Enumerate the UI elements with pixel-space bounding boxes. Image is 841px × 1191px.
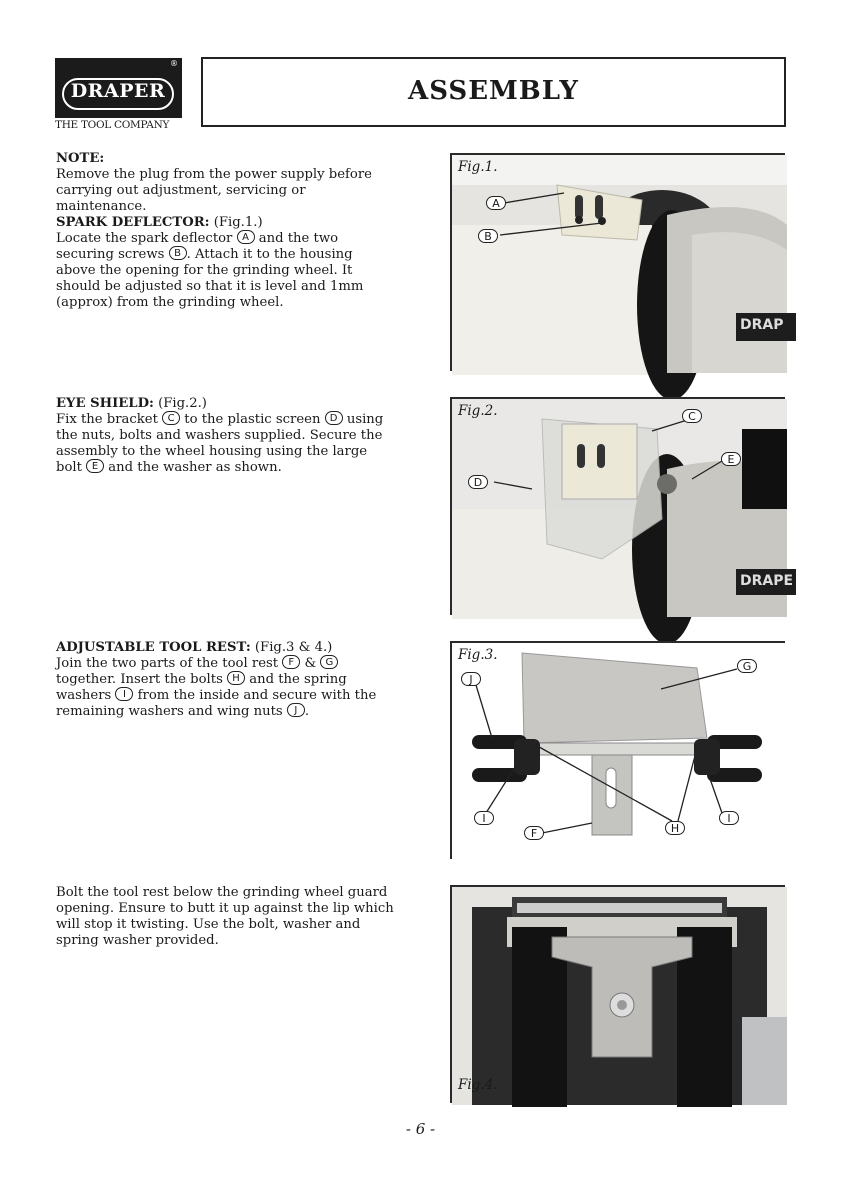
figure-4 <box>450 885 785 1103</box>
fig2-caption: Fig.2. <box>458 403 498 419</box>
logo-wordmark: DRAPER <box>70 80 166 102</box>
callout-ref: F <box>282 655 300 669</box>
callout-label: J <box>461 672 481 686</box>
figure-3 <box>450 641 785 859</box>
callout-ref: C <box>162 411 180 425</box>
callout-label: G <box>737 659 757 673</box>
figure-2 <box>450 397 794 615</box>
tool-rest-section <box>56 640 396 720</box>
callout-label: D <box>468 475 488 489</box>
brand-badge: DRAP <box>740 317 784 333</box>
page-number: - 6 - <box>405 1120 436 1138</box>
bolt-text: Bolt the tool rest below the grinding wheel guard opening. Ensure to butt it up against the lip which will stop it twisting. Use the bolt, washer and spring washer provided. <box>56 885 394 948</box>
figure-1 <box>450 153 785 371</box>
rest-text: . <box>304 704 310 719</box>
callout-label: B <box>478 229 498 243</box>
eye-text: to the plastic screen <box>180 412 325 427</box>
page-title: ASSEMBLY <box>408 76 579 106</box>
rest-heading: ADJUSTABLE TOOL REST: <box>56 640 251 655</box>
rest-text: and the spring washers <box>56 672 347 703</box>
callout-label: I <box>474 811 494 825</box>
callout-label: I <box>719 811 739 825</box>
callout-ref: A <box>237 230 255 244</box>
spark-text: Locate the spark deflector <box>56 231 237 246</box>
callout-ref: D <box>325 411 343 425</box>
note-section <box>56 151 396 311</box>
fig3-illustration <box>452 643 787 861</box>
logo-tagline: THE TOOL COMPANY <box>55 119 170 131</box>
callout-ref: I <box>115 687 133 701</box>
callout-label: A <box>486 196 506 210</box>
fig3-caption: Fig.3. <box>458 647 498 663</box>
fig1-caption: Fig.1. <box>458 159 498 175</box>
eye-heading: EYE SHIELD: <box>56 396 154 411</box>
brand-badge: DRAPE <box>740 573 794 589</box>
callout-ref: B <box>169 246 187 260</box>
rest-text: & <box>300 656 321 671</box>
bolt-section <box>56 885 396 949</box>
fig2-illustration <box>452 399 787 617</box>
rest-ref: (Fig.3 & 4.) <box>250 640 333 655</box>
callout-ref: J <box>287 703 305 717</box>
callout-ref: H <box>227 671 245 685</box>
spark-text: and the two securing screws <box>56 231 339 262</box>
callout-label: F <box>524 826 544 840</box>
callout-label: H <box>665 821 685 835</box>
fig4-caption: Fig.4. <box>458 1077 498 1093</box>
spark-text: . Attach it to the housing above the opening for the grinding wheel. It should be adjusted so that it is level and 1mm (approx) from the grinding wheel. <box>56 247 364 310</box>
eye-ref: (Fig.2.) <box>153 396 207 411</box>
callout-ref: E <box>86 459 104 473</box>
callout-label: E <box>721 452 741 466</box>
note-heading: NOTE: <box>56 151 105 166</box>
registered-mark: ® <box>170 59 178 68</box>
callout-label: C <box>682 409 702 423</box>
note-body: Remove the plug from the power supply before carrying out adjustment, servicing or maintenance. <box>56 167 372 214</box>
rest-text: from the inside and secure with the remaining washers and wing nuts <box>56 688 377 719</box>
rest-text: together. Insert the bolts <box>56 672 228 687</box>
fig1-illustration <box>452 155 787 373</box>
eye-text: Fix the bracket <box>56 412 163 427</box>
rest-text: Join the two parts of the tool rest <box>56 656 283 671</box>
eye-shield-section <box>56 396 396 476</box>
callout-ref: G <box>320 655 338 669</box>
eye-text: using the nuts, bolts and washers supplied. Secure the assembly to the wheel housing using the large bolt <box>56 412 384 475</box>
eye-text: and the washer as shown. <box>104 460 282 475</box>
spark-ref: (Fig.1.) <box>209 215 263 230</box>
fig4-illustration <box>452 887 787 1105</box>
spark-heading: SPARK DEFLECTOR: <box>56 215 210 230</box>
